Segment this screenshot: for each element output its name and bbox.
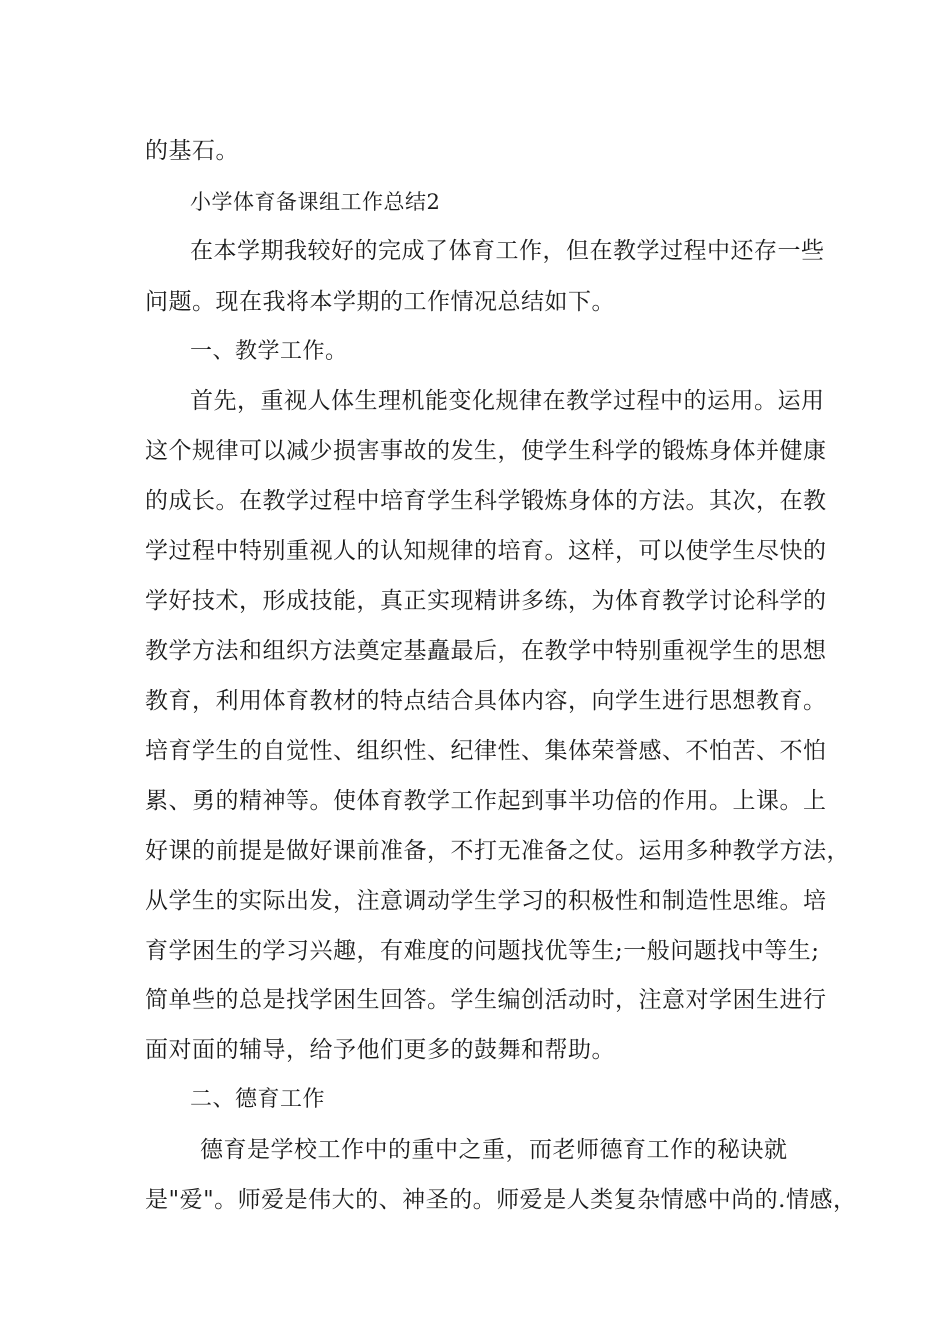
subsection-heading: 二、德育工作 (190, 1087, 326, 1112)
paragraph-first-line: 首先，重视人体生理机能变化规律在教学过程中的运用。运用 (190, 388, 825, 414)
body-text-line: 好课的前提是做好课前准备，不打无准备之仗。运用多种教学方法， (145, 838, 850, 864)
body-text-line: 学好技术，形成技能，真正实现精讲多练，为体育教学讨论科学的 (145, 588, 827, 614)
paragraph-first-line: 德育是学校工作中的重中之重，而老师德育工作的秘诀就 (200, 1137, 788, 1163)
body-text-line: 累、勇的精神等。使体育教学工作起到事半功倍的作用。上课。上 (145, 788, 827, 814)
body-text-line: 培育学生的自觉性、组织性、纪律性、集体荣誉感、不怕苦、不怕 (145, 738, 827, 764)
subsection-heading: 一、教学工作。 (190, 339, 348, 364)
body-text-line: 这个规律可以减少损害事故的发生，使学生科学的锻炼身体并健康 (145, 438, 827, 464)
body-text-line: 教学方法和组织方法奠定基矗最后，在教学中特别重视学生的思想 (145, 638, 827, 664)
body-text-line: 问题。现在我将本学期的工作情况总结如下。 (145, 289, 615, 315)
body-text-line: 简单些的总是找学困生回答。学生编创活动时，注意对学困生进行 (145, 987, 827, 1013)
body-text-line: 育学困生的学习兴趣，有难度的问题找优等生;一般问题找中等生; (145, 938, 820, 964)
body-text-line: 面对面的辅导，给予他们更多的鼓舞和帮助。 (145, 1037, 615, 1063)
body-text-line: 学过程中特别重视人的认知规律的培育。这样，可以使学生尽快的 (145, 538, 827, 564)
section-title: 小学体育备课组工作总结2 (190, 190, 441, 214)
body-text-line: 教育，利用体育教材的特点结合具体内容，向学生进行思想教育。 (145, 688, 827, 714)
body-text-line: 从学生的实际出发，注意调动学生学习的积极性和制造性思维。培 (145, 888, 827, 914)
body-text-line: 的基石。 (145, 138, 239, 164)
body-text-line: 是"爱"。师爱是伟大的、神圣的。师爱是人类复杂情感中尚的.情感， (145, 1187, 857, 1213)
paragraph-first-line: 在本学期我较好的完成了体育工作，但在教学过程中还存一些 (190, 238, 825, 264)
body-text-line: 的成长。在教学过程中培育学生科学锻炼身体的方法。其次，在教 (145, 488, 827, 514)
